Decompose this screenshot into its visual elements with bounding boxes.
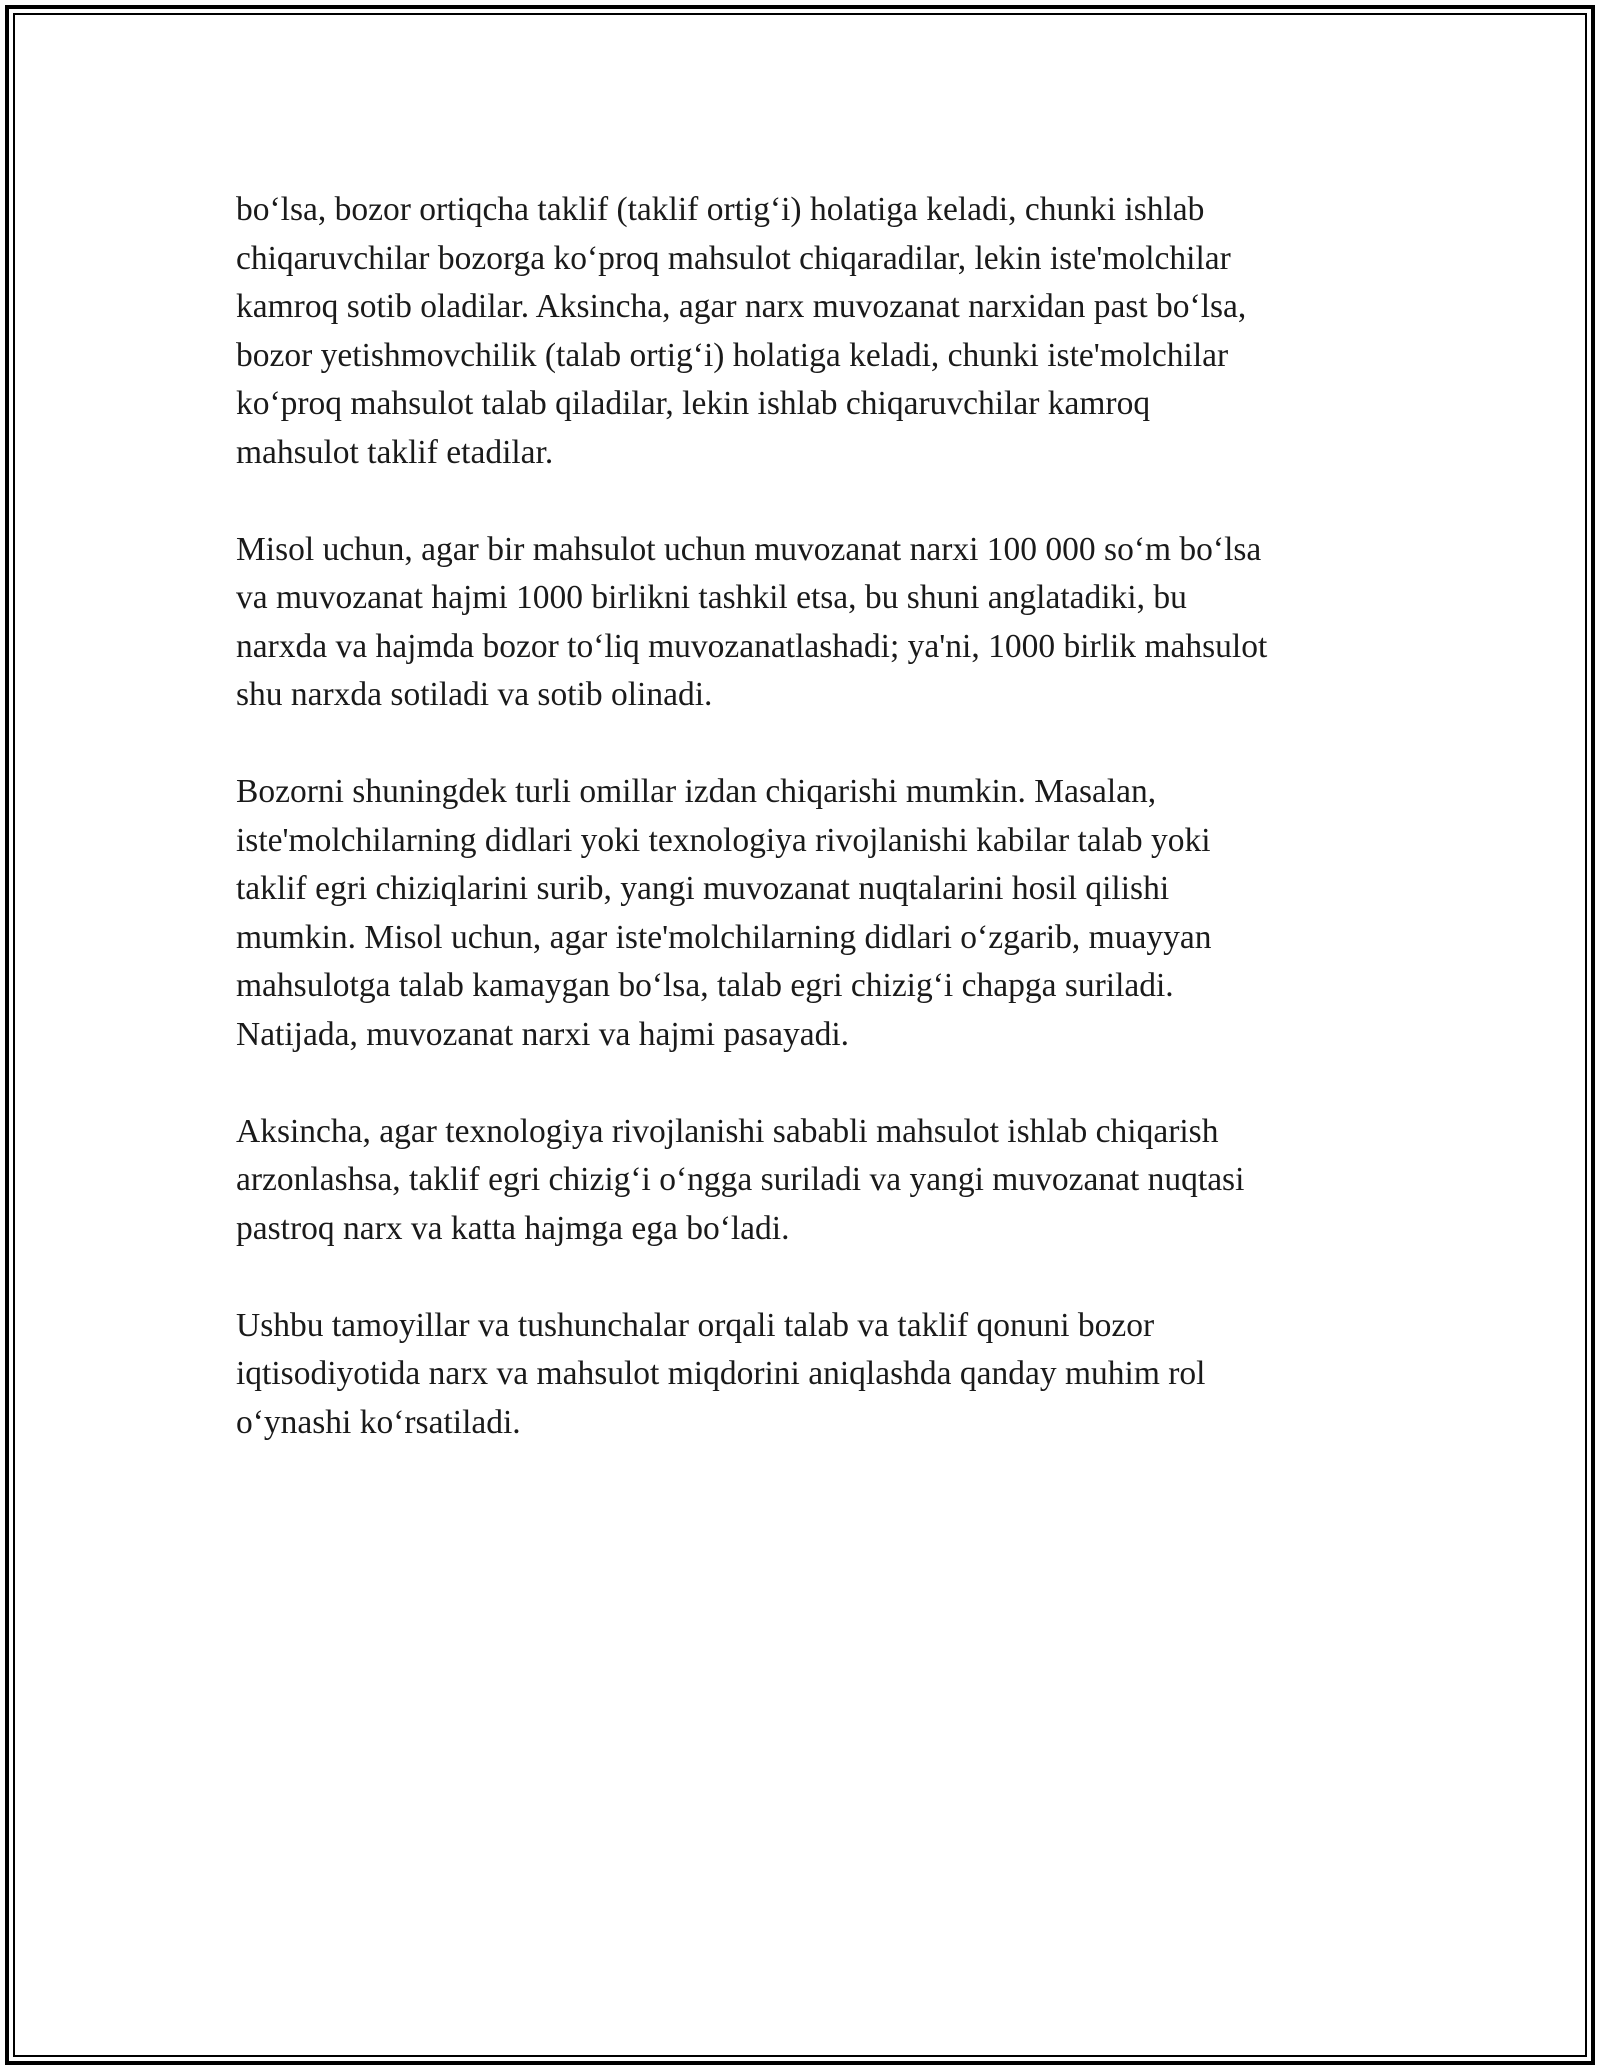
text-line: Bozorni shuningdek turli omillar izdan chiqarishi mumkin. Masalan, [236, 773, 1157, 810]
text-line: bo‘lsa, bozor ortiqcha taklif (taklif ortig‘i) holatiga keladi, chunki ishlab [236, 191, 1205, 228]
paragraph-1 [236, 186, 1416, 477]
text-line: pastroq narx va katta hajmga ega bo‘ladi. [236, 1209, 790, 1247]
document-body [236, 186, 1416, 1496]
paragraph-4 [236, 1108, 1416, 1254]
text-line: mumkin. Misol uchun, agar iste'molchilarning didlari o‘zgarib, muayyan [236, 918, 1212, 956]
paragraph-2 [236, 526, 1416, 720]
text-line: Aksincha, agar texnologiya rivojlanishi sababli mahsulot ishlab chiqarish [236, 1112, 1219, 1150]
text-line: narxda va hajmda bozor to‘liq muvozanatlashadi; ya'ni, 1000 birlik mahsulot [236, 627, 1268, 665]
text-line: o‘ynashi ko‘rsatiladi. [236, 1403, 521, 1441]
text-line: ko‘proq mahsulot talab qiladilar, lekin ishlab chiqaruvchilar kamroq [236, 385, 1151, 422]
paragraph-3 [236, 768, 1416, 1059]
text-line: iqtisodiyotida narx va mahsulot miqdorini aniqlashda qanday muhim rol [236, 1355, 1206, 1392]
text-line: va muvozanat hajmi 1000 birlikni tashkil etsa, bu shuni anglatadiki, bu [236, 579, 1187, 616]
text-line: chiqaruvchilar bozorga ko‘proq mahsulot chiqaradilar, lekin iste'molchilar [236, 239, 1231, 277]
text-line: mahsulotga talab kamaygan bo‘lsa, talab egri chizig‘i chapga suriladi. [236, 967, 1174, 1004]
text-line: Misol uchun, agar bir mahsulot uchun muvozanat narxi 100 000 so‘m bo‘lsa [236, 530, 1262, 568]
text-line: shu narxda sotiladi va sotib olinadi. [236, 676, 713, 713]
paragraph-5 [236, 1302, 1416, 1448]
text-line: mahsulot taklif etadilar. [236, 433, 554, 471]
text-line: Natijada, muvozanat narxi va hajmi pasayadi. [236, 1015, 850, 1053]
text-line: arzonlashsa, taklif egri chizig‘i o‘ngga suriladi va yangi muvozanat nuqtasi [236, 1161, 1245, 1198]
text-line: kamroq sotib oladilar. Aksincha, agar narx muvozanat narxidan past bo‘lsa, [236, 288, 1247, 325]
text-line: taklif egri chiziqlarini surib, yangi muvozanat nuqtalarini hosil qilishi [236, 870, 1170, 907]
text-line: Ushbu tamoyillar va tushunchalar orqali talab va taklif qonuni bozor [236, 1306, 1155, 1344]
text-line: iste'molchilarning didlari yoki texnologiya rivojlanishi kabilar talab yoki [236, 821, 1211, 859]
text-line: bozor yetishmovchilik (talab ortig‘i) holatiga keladi, chunki iste'molchilar [236, 336, 1229, 374]
